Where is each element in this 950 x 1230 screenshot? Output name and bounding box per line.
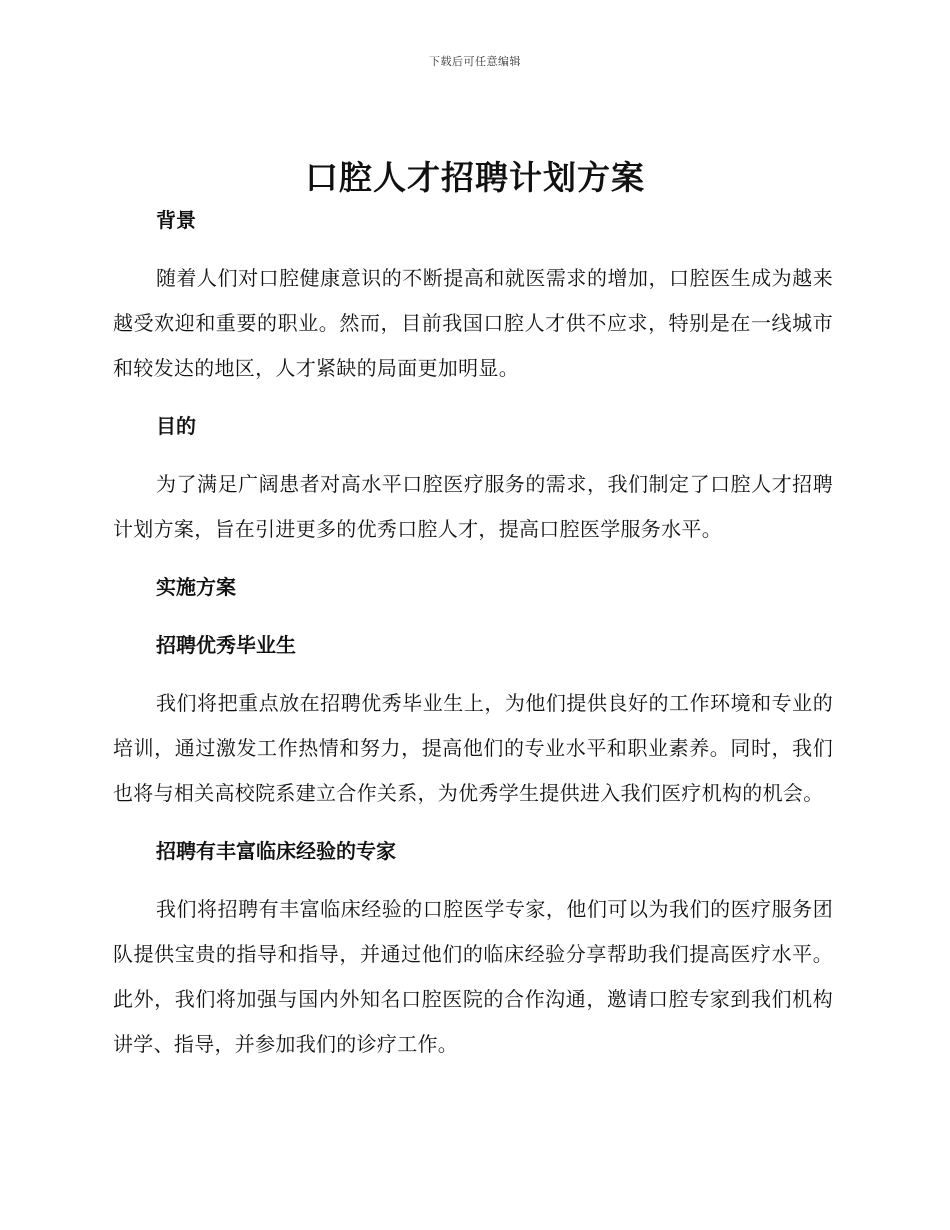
paragraph-experts: 我们将招聘有丰富临床经验的口腔医学专家，他们可以为我们的医疗服务团队提供宝贵的指导和指导，并通过他们的临床经验分享帮助我们提高医疗水平。此外，我们将加强与国内外知名口腔医院的合作沟通，邀请口腔专家到我们机构讲学、指导，并参加我们的诊疗工作。: [113, 897, 833, 1056]
document-body: [113, 198, 833, 1067]
section-heading-graduates: 招聘优秀毕业生: [156, 633, 296, 657]
section-heading-implementation: 实施方案: [156, 575, 236, 599]
section-heading-purpose: 目的: [156, 414, 196, 438]
document-title: 口腔人才招聘计划方案: [305, 158, 645, 197]
section-heading-experts: 招聘有丰富临床经验的专家: [156, 839, 396, 863]
page-header: 下载后可任意编辑: [429, 55, 521, 68]
section-heading-background: 背景: [156, 208, 196, 232]
paragraph-purpose: 为了满足广阔患者对高水平口腔医疗服务的需求，我们制定了口腔人才招聘计划方案，旨在引进更多的优秀口腔人才，提高口腔医学服务水平。: [113, 472, 833, 541]
paragraph-background: 随着人们对口腔健康意识的不断提高和就医需求的增加，口腔医生成为越来越受欢迎和重要的职业。然而，目前我国口腔人才供不应求，特别是在一线城市和较发达的地区，人才紧缺的局面更加明显。: [113, 266, 833, 380]
paragraph-graduates: 我们将把重点放在招聘优秀毕业生上，为他们提供良好的工作环境和专业的培训，通过激发工作热情和努力，提高他们的专业水平和职业素养。同时，我们也将与相关高校院系建立合作关系，为优秀学生提供进入我们医疗机构的机会。: [113, 691, 833, 805]
